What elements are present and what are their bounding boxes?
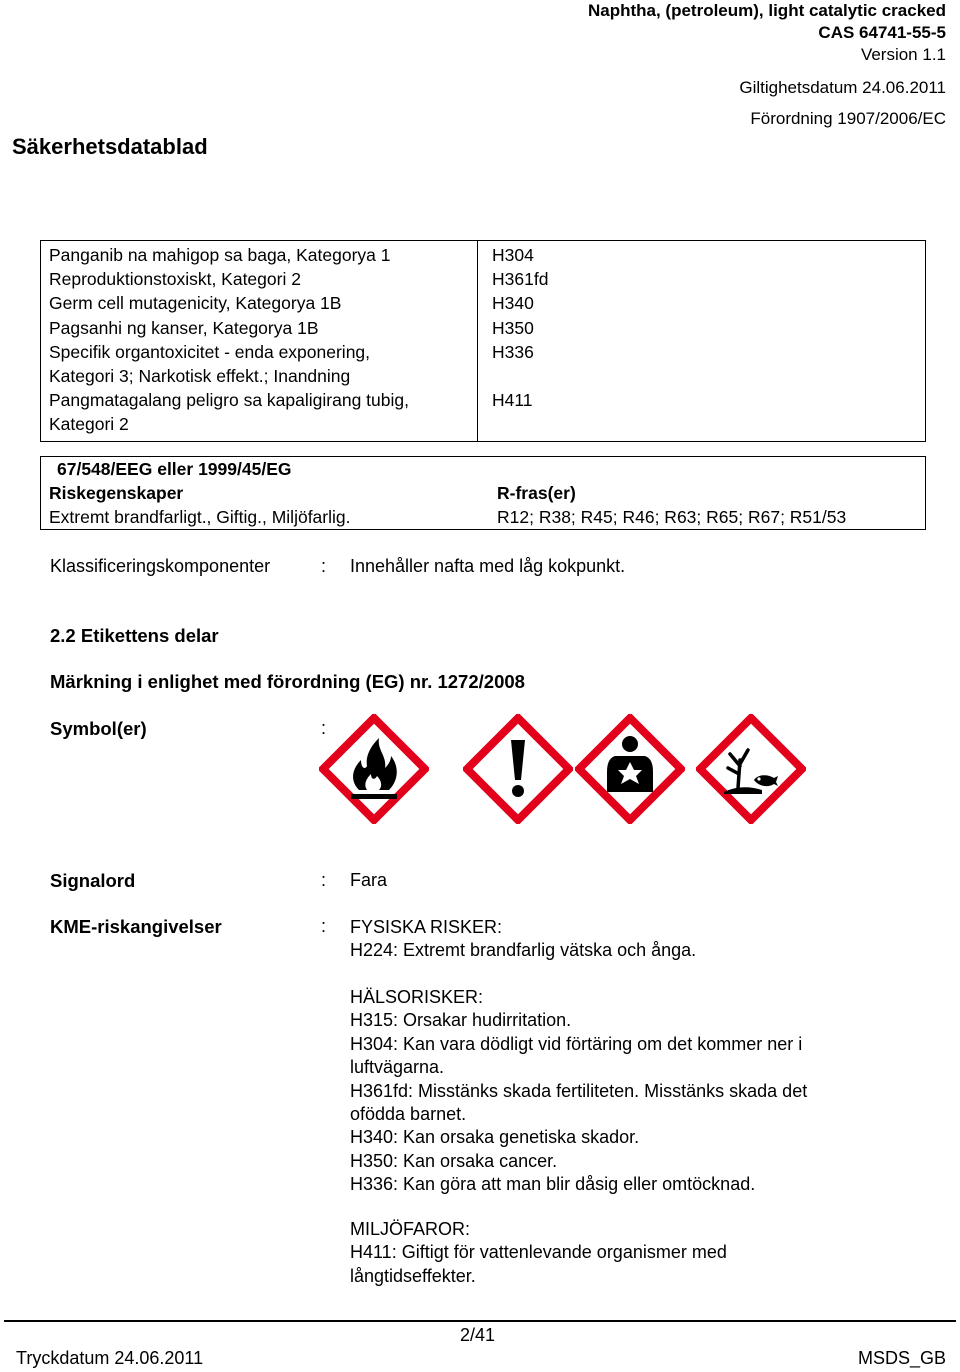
section-heading: 2.2 Etikettens delar (50, 625, 219, 646)
cas-number: CAS 64741-55-5 (818, 23, 946, 42)
colon: : (321, 718, 327, 738)
hazard-statements-label: KME-riskangivelser (50, 916, 222, 937)
h-code: H304 (492, 245, 534, 265)
h-code: H340 (492, 293, 534, 314)
statement-line: långtidseffekter. (350, 1265, 476, 1286)
section-subheading: Märkning i enlighet med förordning (EG) nr. 1272/2008 (50, 671, 525, 692)
h-code: H411 (492, 390, 533, 411)
hazard-classes-cell (41, 241, 478, 442)
validity-date: Giltighetsdatum 24.06.2011 (739, 78, 946, 97)
version: Version 1.1 (860, 45, 946, 64)
hazard-class: Pangmatagalang peligro sa kapaligirang tubig, (49, 390, 409, 411)
statement-line: ofödda barnet. (350, 1104, 467, 1125)
environmental-hazards-group (350, 1218, 727, 1288)
signal-word-label: Signalord (50, 870, 136, 891)
clp-classification-table (40, 240, 926, 442)
symbols-label: Symbol(er) (50, 718, 147, 739)
statement-line: H304: Kan vara dödligt vid förtäring om det kommer ner i (350, 1033, 803, 1054)
group-heading: FYSISKA RISKER: (350, 917, 503, 937)
regulation: Förordning 1907/2006/EC (750, 109, 946, 128)
components-value: Innehåller nafta med låg kokpunkt. (350, 556, 626, 576)
page-number: 2/41 (460, 1325, 496, 1345)
physical-hazards-group (350, 916, 696, 963)
statement-line: H315: Orsakar hudirritation. (350, 1010, 572, 1031)
statement-line: H336: Kan göra att man blir dåsig eller omtöcknad. (350, 1174, 756, 1195)
statement-line: H411: Giftigt för vattenlevande organismer med (350, 1242, 727, 1263)
hazard-codes-cell (478, 241, 926, 442)
flame-pictogram-icon (319, 714, 429, 824)
r-phrases-value: R12; R38; R45; R46; R63; R65; R67; R51/53 (497, 507, 847, 527)
h-code: H336 (492, 341, 534, 362)
risk-properties-value: Extremt brandfarligt., Giftig., Miljöfarlig. (49, 507, 351, 527)
colon: : (321, 916, 327, 936)
group-heading: MILJÖFAROR: (350, 1219, 471, 1239)
h-code: H350 (492, 317, 534, 338)
risk-properties-header: Riskegenskaper (49, 483, 184, 503)
print-date: Tryckdatum 24.06.2011 (16, 1348, 204, 1368)
components-label: Klassificeringskomponenter (50, 556, 271, 576)
group-heading: HÄLSORISKER: (350, 987, 484, 1007)
exclamation-pictogram-icon (463, 714, 573, 824)
hazard-class: Specifik organtoxicitet - enda exponering, (49, 341, 371, 362)
document-title: Säkerhetsdatablad (12, 134, 208, 159)
hazard-class: Germ cell mutagenicity, Kategorya 1B (49, 293, 342, 314)
r-phrases-header: R-fras(er) (497, 483, 576, 503)
product-name: Naphtha, (petroleum), light catalytic cracked (587, 1, 946, 20)
hazard-class: Reproduktionstoxiskt, Kategori 2 (49, 269, 301, 290)
footer-divider (4, 1320, 956, 1322)
statement-line: H224: Extremt brandfarlig vätska och ånga. (350, 940, 697, 961)
signal-word-value: Fara (350, 870, 388, 890)
hazard-class: Kategori 2 (49, 414, 129, 435)
colon: : (321, 870, 327, 890)
eec-heading: 67/548/EEG eller 1999/45/EG (57, 459, 292, 479)
hazard-class: Pagsanhi ng kanser, Kategorya 1B (49, 317, 319, 338)
environment-pictogram-icon (696, 714, 806, 824)
eec-classification-box (40, 456, 926, 530)
statement-line: luftvägarna. (350, 1057, 445, 1078)
statement-line: H350: Kan orsaka cancer. (350, 1150, 558, 1171)
h-code: H361fd (492, 269, 549, 290)
statement-line: H340: Kan orsaka genetiska skador. (350, 1127, 640, 1148)
hazard-class: Kategori 3; Narkotisk effekt.; Inandning (49, 366, 351, 387)
hazard-class: Panganib na mahigop sa baga, Kategorya 1 (49, 245, 391, 265)
statement-line: H361fd: Misstänks skada fertiliteten. Misstänks skada det (350, 1080, 808, 1101)
health-hazard-pictogram-icon (575, 714, 685, 824)
document-code: MSDS_GB (857, 1348, 946, 1368)
colon: : (321, 556, 327, 576)
health-hazards-group (350, 986, 807, 1197)
